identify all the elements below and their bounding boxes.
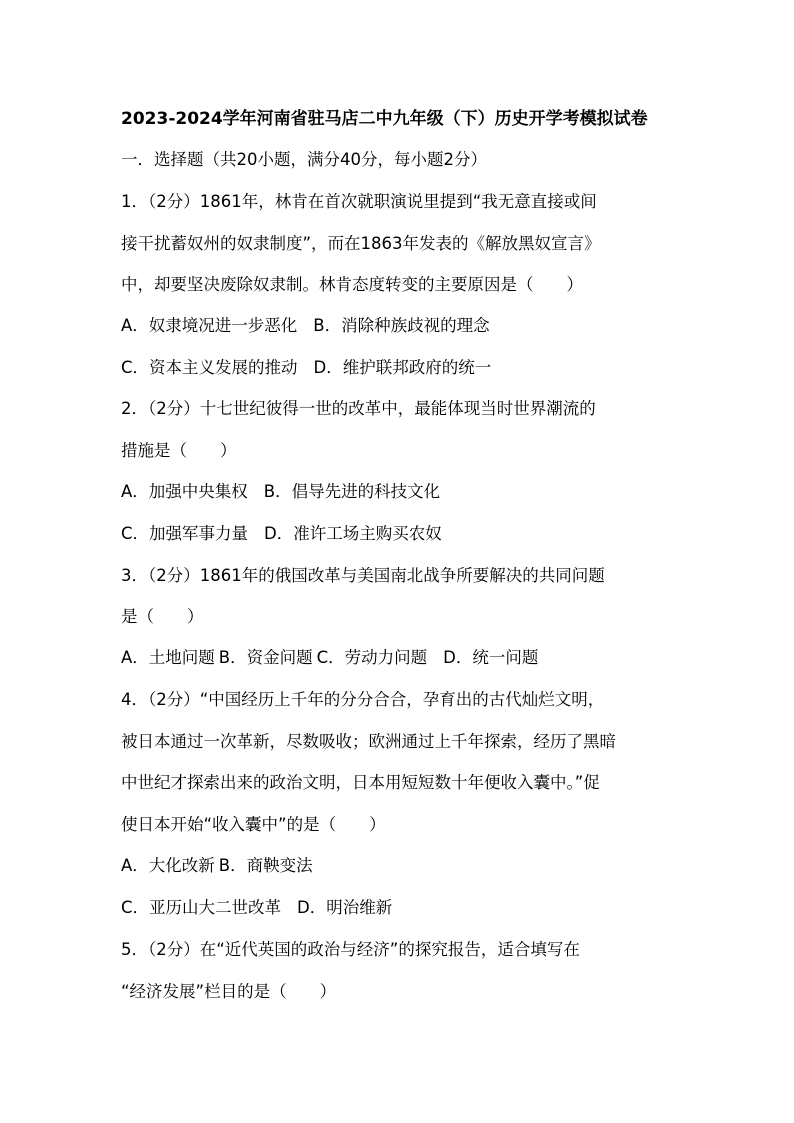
question-4-options-row-1 <box>121 855 313 877</box>
section-heading: 一．选择题（共20小题，满分40分，每小题2分） <box>121 150 487 169</box>
question-3-line-2: 是（ ） <box>121 607 204 626</box>
question-2-option-d: D．准许工场主购买农奴 <box>264 524 442 543</box>
exam-title: 2023-2024学年河南省驻马店二中九年级（下）历史开学考模拟试卷 <box>121 109 648 129</box>
question-1-option-a: A．奴隶境况进一步恶化 <box>121 316 298 335</box>
question-1-options-row-2 <box>121 357 491 379</box>
question-3-line-1: 3．（2分）1861年的俄国改革与美国南北战争所要解决的共同问题 <box>121 566 605 585</box>
question-2-options-row-1 <box>121 481 440 503</box>
question-3-option-c: C．劳动力问题 <box>316 648 428 667</box>
question-4-option-c: C．亚历山大二世改革 <box>121 898 282 917</box>
question-1-line-2: 接干扰蓄奴州的奴隶制度”，而在1863年发表的《解放黑奴宣言》 <box>121 234 601 253</box>
question-5-line-2: “经济发展”栏目的是（ ） <box>121 982 337 1001</box>
question-3-option-b: B．资金问题 <box>218 648 313 667</box>
question-4-option-d: D．明治维新 <box>297 898 393 917</box>
question-1-option-b: B．消除种族歧视的理念 <box>313 316 490 335</box>
question-3-option-d: D．统一问题 <box>443 648 539 667</box>
question-3-options-row <box>121 647 538 669</box>
question-1-line-3: 中，却要坚决废除奴隶制。林肯态度转变的主要原因是（ ） <box>121 275 583 294</box>
question-2-option-b: B．倡导先进的科技文化 <box>263 482 441 501</box>
question-4-option-b: B．商鞅变法 <box>218 856 313 875</box>
question-3-option-a: A．土地问题 <box>121 648 215 667</box>
question-1-line-1: 1．（2分）1861年，林肯在首次就职演说里提到“我无意直接或间 <box>121 192 597 211</box>
question-2-line-1: 2．（2分）十七世纪彼得一世的改革中，最能体现当时世界潮流的 <box>121 399 596 418</box>
question-4-options-row-2 <box>121 897 392 919</box>
question-5-line-1: 5．（2分）在“近代英国的政治与经济”的探究报告，适合填写在 <box>121 940 580 959</box>
question-1-option-d: D．维护联邦政府的统一 <box>313 358 492 377</box>
question-4-option-a: A．大化改新 <box>121 856 215 875</box>
question-4-line-2: 被日本通过一次革新，尽数吸收；欧洲通过上千年探索，经历了黑暗 <box>121 732 616 751</box>
question-4-line-1: 4．（2分）“中国经历上千年的分分合合，孕育出的古代灿烂文明， <box>121 690 605 709</box>
question-2-options-row-2 <box>121 523 442 545</box>
question-1-options-row-1 <box>121 315 490 337</box>
question-1-option-c: C．资本主义发展的推动 <box>121 358 298 377</box>
question-4-line-3: 中世纪才探索出来的政治文明，日本用短短数十年便收入囊中。”促 <box>121 773 600 792</box>
question-4-line-4: 使日本开始“收入囊中”的是（ ） <box>121 815 386 834</box>
question-2-option-c: C．加强军事力量 <box>121 524 249 543</box>
question-2-option-a: A．加强中央集权 <box>121 482 248 501</box>
question-2-line-2: 措施是（ ） <box>121 441 237 460</box>
